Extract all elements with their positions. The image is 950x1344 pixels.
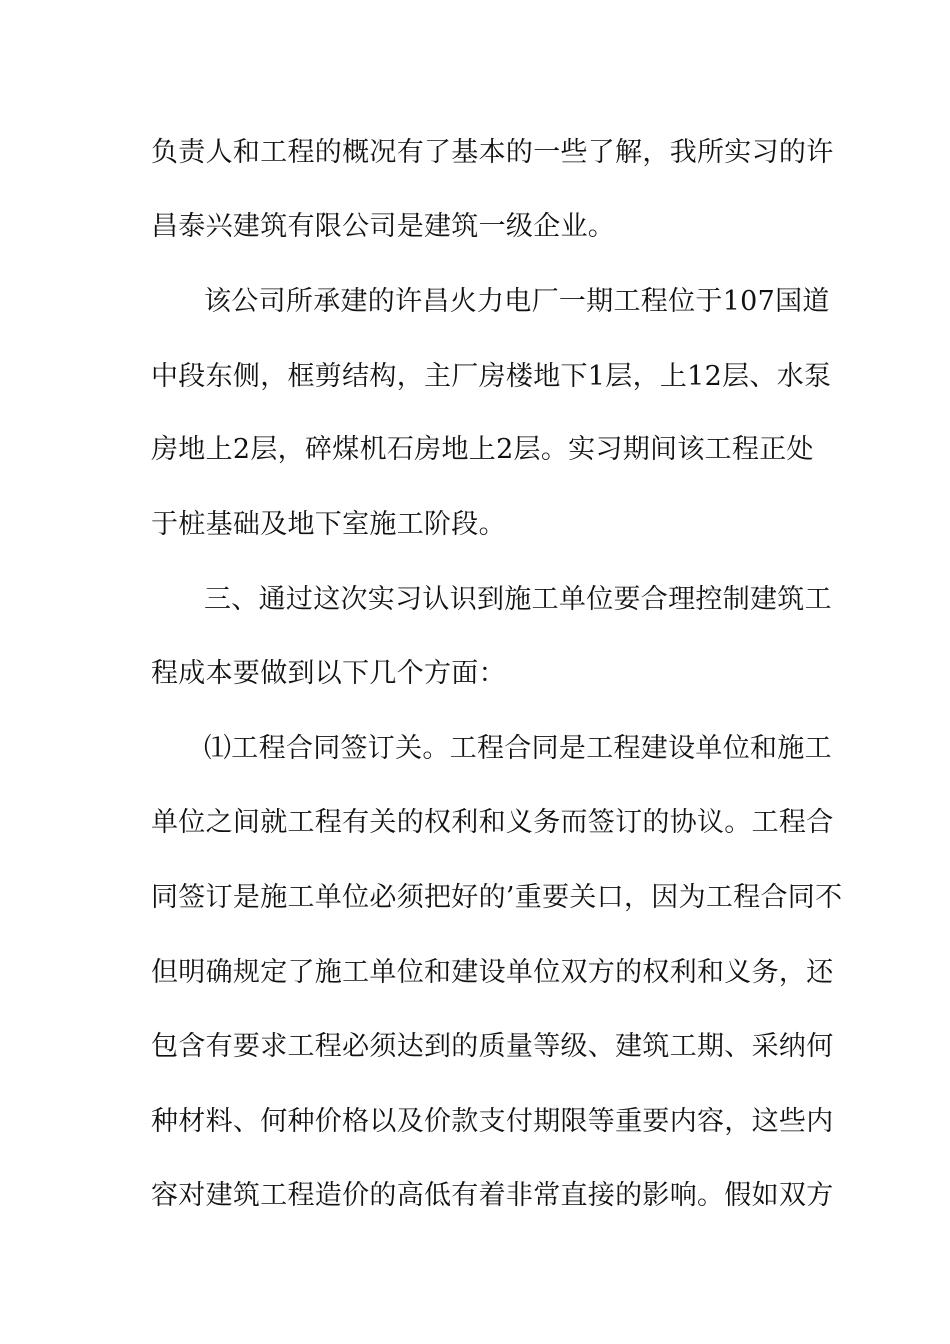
text-line-14: 种材料、何种价格以及价款支付期限等重要内容，这些内: [151, 1106, 834, 1137]
text-line-11: 同签订是施工单位必须把好的’重要关口，因为工程合同不: [151, 882, 843, 913]
text-line-13: 包含有要求工程必须达到的质量等级、建筑工期、采纳何: [151, 1031, 834, 1062]
text-line-2: 昌泰兴建筑有限公司是建筑一级企业。: [151, 211, 616, 242]
text-line-12: 但明确规定了施工单位和建设单位双方的权利和义务，还: [151, 957, 834, 988]
text-line-6: 于桩基础及地下室施工阶段。: [151, 509, 506, 540]
text-line-8: 程成本要做到以下几个方面：: [151, 658, 506, 689]
text-line-1: 负责人和工程的概况有了基本的一些了解，我所实习的许: [151, 137, 834, 168]
list-item-start-line: ⑴工程合同签订关。工程合同是工程建设单位和施工: [204, 733, 832, 764]
text-line-15: 容对建筑工程造价的高低有着非常直接的影响。假如双方: [151, 1180, 834, 1211]
text-line-10: 单位之间就工程有关的权利和义务而签订的协议。工程合: [151, 807, 834, 838]
section-heading-line: 三、通过这次实习认识到施工单位要合理控制建筑工: [204, 584, 832, 615]
text-line-4: 中段东侧，框剪结构，主厂房楼地下1层，上12层、水泵: [151, 361, 832, 392]
paragraph-start-line: 该公司所承建的许昌火力电厂一期工程位于107国道: [204, 286, 830, 317]
text-line-5: 房地上2层，碎煤机石房地上2层。实习期间该工程正处: [151, 434, 814, 465]
